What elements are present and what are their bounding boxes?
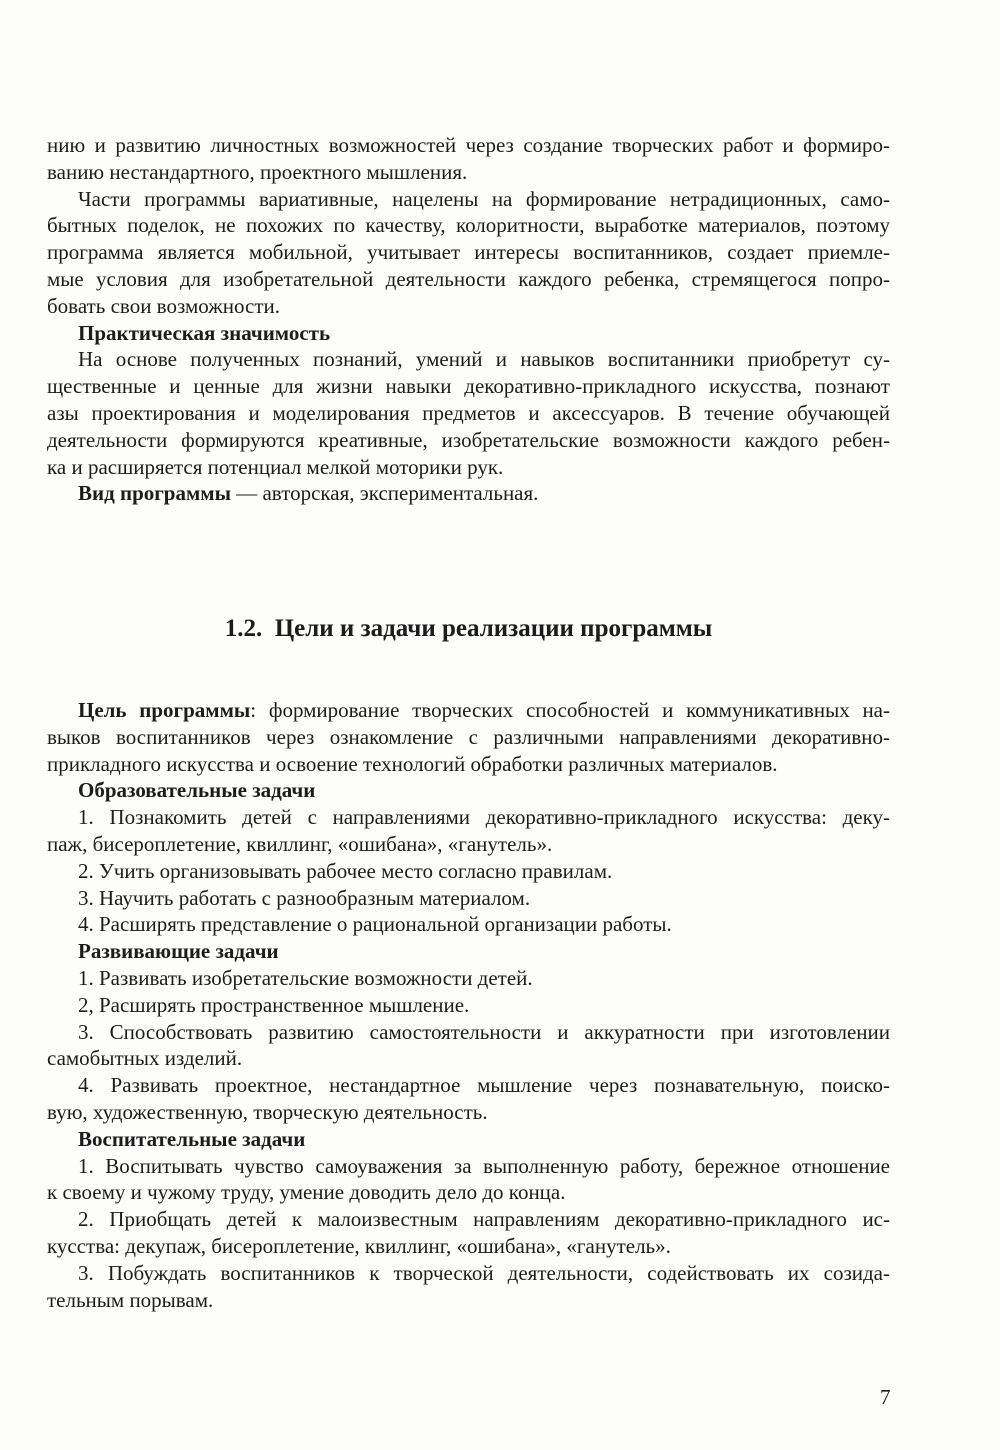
- program-parts-line: программа является мобильной, учитывает интересы воспитанников, создает приемле-: [47, 240, 890, 265]
- task-item-line: самобытных изделий.: [47, 1046, 243, 1071]
- practical-significance-line: щественные и ценные для жизни навыки декоративно-прикладного искусства, познают: [47, 374, 890, 399]
- practical-significance-line: деятельности формируются креативные, изобретательские возможности каждого ребен-: [47, 427, 890, 452]
- upbringing-tasks-heading: Воспитательные задачи: [78, 1126, 306, 1151]
- intro-line: ванию нестандартного, проектного мышления.: [47, 159, 468, 184]
- goal-line: выков воспитанников через ознакомление с различными направлениями декоративно-: [47, 724, 890, 749]
- task-item-line: вую, художественную, творческую деятельность.: [47, 1099, 488, 1124]
- task-item-line: 3. Способствовать развитию самостоятельности и аккуратности при изготовлении: [78, 1019, 890, 1044]
- task-item-line: 2. Учить организовывать рабочее место согласно правилам.: [78, 858, 613, 883]
- section-body: [47, 697, 890, 1313]
- program-type-label: Вид программы: [78, 481, 231, 506]
- goal-line: прикладного искусства и освоение технологий обработки различных материалов.: [47, 751, 778, 776]
- practical-significance-line: На основе полученных познаний, умений и навыков воспитанники приобретут су-: [78, 347, 890, 372]
- page-number: 7: [880, 1385, 891, 1409]
- program-type-line: [47, 480, 890, 507]
- practical-significance-line: азы проектирования и моделирования предметов и аксессуаров. В течение обучающей: [47, 400, 890, 425]
- task-item-line: 3. Научить работать с разнообразным материалом.: [78, 885, 531, 910]
- program-parts-line: бытных поделок, не похожих по качеству, колоритности, выработке материалов, поэтому: [47, 213, 890, 238]
- task-item-line: кусства: декупаж, бисероплетение, квиллинг, «ошибана», «ганутель».: [47, 1233, 671, 1258]
- program-parts-line: бовать свои возможности.: [47, 293, 280, 318]
- task-item-line: паж, бисероплетение, квиллинг, «ошибана», «ганутель».: [47, 831, 553, 856]
- program-parts-line: Части программы вариативные, нацелены на формирование нетрадиционных, само-: [78, 186, 890, 211]
- program-parts-line: мые условия для изобретательной деятельности каждого ребенка, стремящегося попро-: [47, 266, 890, 291]
- goal-line: [47, 697, 890, 724]
- task-item-line: 1. Познакомить детей с направлениями декоративно-прикладного искусства: деку-: [78, 805, 890, 830]
- practical-significance-heading: Практическая значимость: [78, 320, 331, 345]
- goal-label: Цель программы: [78, 698, 251, 722]
- task-item-line: 4. Расширять представление о рациональной организации работы.: [78, 912, 672, 937]
- developing-tasks-heading: Развивающие задачи: [78, 939, 279, 964]
- task-item-line: 4. Развивать проектное, нестандартное мышление через познавательную, поиско-: [78, 1073, 890, 1098]
- educational-tasks-heading: Образовательные задачи: [78, 778, 316, 803]
- section-heading: 1.2. Цели и задачи реализации программы: [224, 615, 713, 642]
- task-item-line: 1. Развивать изобретательские возможности детей.: [78, 965, 533, 990]
- task-item-line: 1. Воспитывать чувство самоуважения за выполненную работу, бережное отношение: [78, 1153, 890, 1178]
- program-type-value: — авторская, экспериментальная.: [230, 481, 539, 506]
- intro-line: нию и развитию личностных возможностей через создание творческих работ и формиро-: [47, 133, 890, 157]
- task-item-line: к своему и чужому труду, умение доводить дело до конца.: [47, 1180, 566, 1205]
- task-item-line: тельным порывам.: [47, 1287, 214, 1312]
- intro-text-block: [47, 132, 890, 507]
- task-item-line: 3. Побуждать воспитанников к творческой деятельности, содействовать их созида-: [78, 1260, 890, 1285]
- practical-significance-line: ка и расширяется потенциал мелкой моторики рук.: [47, 454, 504, 479]
- task-item-line: 2, Расширять пространственное мышление.: [78, 992, 470, 1017]
- task-item-line: 2. Приобщать детей к малоизвестным направлениям декоративно-прикладного ис-: [78, 1207, 890, 1232]
- goal-text: : формирование творческих способностей и коммуникативных на-: [250, 698, 890, 722]
